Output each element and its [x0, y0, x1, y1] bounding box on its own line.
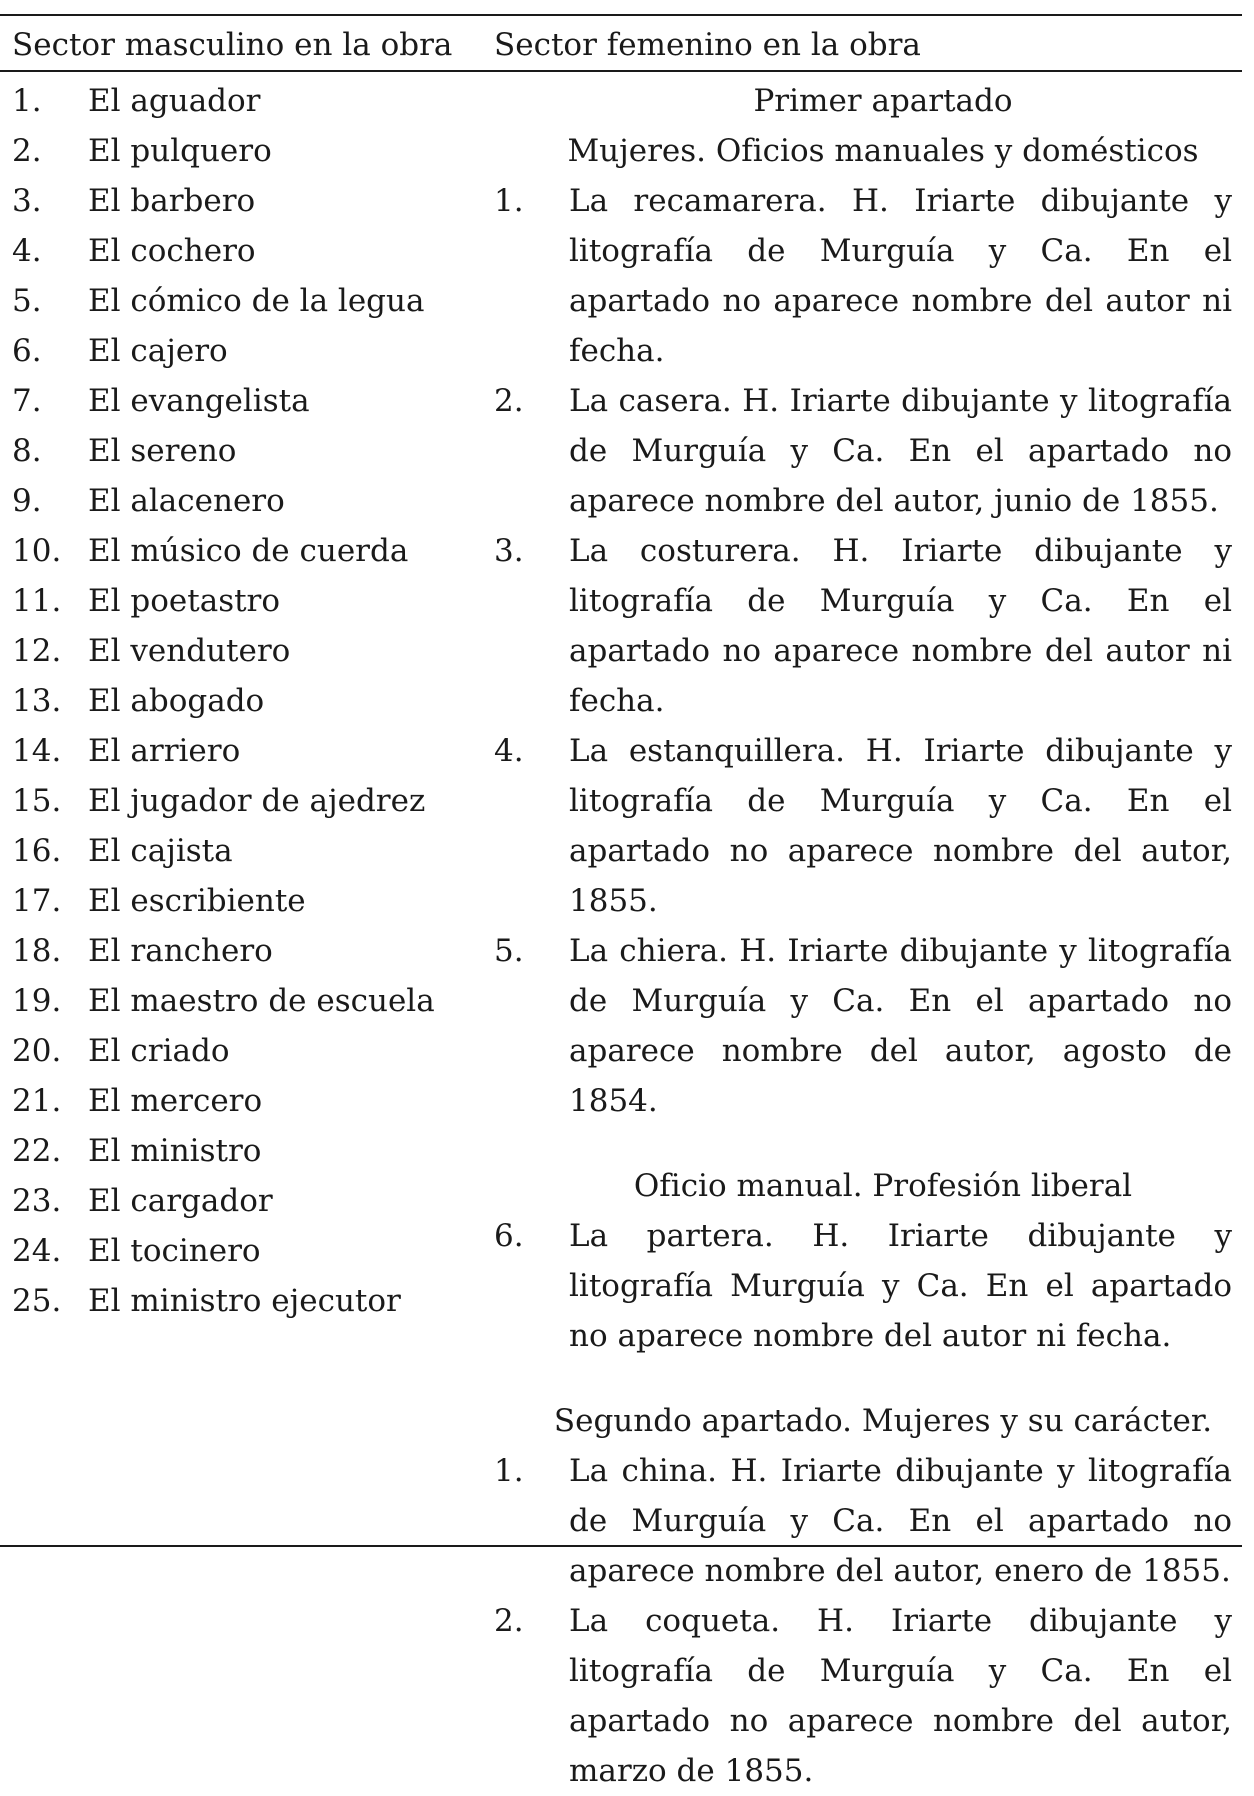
item-number: 17. [12, 883, 62, 919]
item-number: 20. [12, 1033, 62, 1069]
item-number: 5. [494, 933, 524, 969]
table-top-rule [0, 14, 1242, 16]
list-item [12, 276, 482, 326]
item-number: 3. [12, 183, 42, 219]
item-number: 24. [12, 1233, 62, 1269]
column-header-masculine: Sector masculino en la obra [12, 27, 453, 63]
item-number: 2. [494, 383, 524, 419]
item-label: El cómico de la legua [88, 283, 425, 319]
list-item [12, 1176, 482, 1226]
item-label: El alacenero [88, 483, 285, 519]
item-number: 23. [12, 1183, 62, 1219]
item-number: 10. [12, 533, 62, 569]
list-item [494, 176, 1232, 376]
item-number: 22. [12, 1133, 62, 1169]
item-label: El escribiente [88, 883, 306, 919]
item-text: La casera. H. Iriarte dibujante y litografía de Murguía y Ca. En el apartado no aparece nombre del autor, junio de 1855. [569, 383, 1232, 519]
item-number: 21. [12, 1083, 62, 1119]
section-title-primer-apartado: Primer apartado [753, 83, 1013, 119]
list-item [12, 1076, 482, 1126]
item-number: 11. [12, 583, 62, 619]
list-item [12, 426, 482, 476]
list-item [12, 776, 482, 826]
item-number: 18. [12, 933, 62, 969]
list-item [12, 326, 482, 376]
list-item [494, 376, 1232, 526]
item-number: 7. [12, 383, 42, 419]
list-item [12, 1126, 482, 1176]
section-subtitle-oficios: Mujeres. Oficios manuales y domésticos [567, 133, 1199, 169]
item-label: El poetastro [88, 583, 281, 619]
item-label: El ministro [88, 1133, 262, 1169]
list-item [12, 1226, 482, 1276]
item-number: 19. [12, 983, 62, 1019]
item-number: 9. [12, 483, 42, 519]
item-number: 25. [12, 1283, 62, 1319]
section-title-oficio-manual: Oficio manual. Profesión liberal [633, 1168, 1133, 1204]
item-number: 16. [12, 833, 62, 869]
list-item [494, 1596, 1232, 1796]
list-item [12, 676, 482, 726]
list-item [12, 1026, 482, 1076]
item-label: El cajista [88, 833, 233, 869]
list-item [12, 176, 482, 226]
list-item [12, 576, 482, 626]
item-label: El maestro de escuela [88, 983, 435, 1019]
masculine-list [12, 76, 482, 1326]
list-item [12, 476, 482, 526]
feminine-list [494, 76, 1232, 1796]
item-number: 1. [494, 1453, 524, 1489]
item-number: 12. [12, 633, 62, 669]
item-label: El aguador [88, 83, 261, 119]
item-number: 1. [12, 83, 42, 119]
item-number: 13. [12, 683, 62, 719]
item-label: El cochero [88, 233, 256, 269]
section-title-segundo-apartado: Segundo apartado. Mujeres y su carácter. [553, 1403, 1213, 1439]
list-item [12, 626, 482, 676]
list-item [12, 726, 482, 776]
item-label: El cajero [88, 333, 228, 369]
item-label: El pulquero [88, 133, 272, 169]
item-number: 15. [12, 783, 62, 819]
item-number: 8. [12, 433, 42, 469]
item-text: La china. H. Iriarte dibujante y litografía de Murguía y Ca. En el apartado no aparece nombre del autor, enero de 1855. [569, 1453, 1232, 1589]
item-label: El evangelista [88, 383, 310, 419]
item-number: 14. [12, 733, 62, 769]
item-label: El tocinero [88, 1233, 261, 1269]
table-header-rule [0, 70, 1242, 72]
item-text: La recamarera. H. Iriarte dibujante y litografía de Murguía y Ca. En el apartado no aparece nombre del autor ni fecha. [569, 183, 1232, 369]
item-number: 2. [494, 1603, 524, 1639]
list-item [12, 126, 482, 176]
item-number: 4. [494, 733, 524, 769]
list-item [494, 726, 1232, 926]
section-gap [494, 1126, 1232, 1161]
item-label: El barbero [88, 183, 256, 219]
list-item [12, 226, 482, 276]
item-label: El abogado [88, 683, 265, 719]
item-label: El criado [88, 1033, 230, 1069]
list-item [494, 926, 1232, 1126]
list-item [494, 1211, 1232, 1361]
item-text: La chiera. H. Iriarte dibujante y litografía de Murguía y Ca. En el apartado no aparece nombre del autor, agosto de 1854. [569, 933, 1232, 1119]
list-item [12, 926, 482, 976]
item-text: La coqueta. H. Iriarte dibujante y litografía de Murguía y Ca. En el apartado no aparece nombre del autor, marzo de 1855. [569, 1603, 1232, 1789]
table-bottom-rule [0, 1545, 1242, 1547]
list-item [12, 376, 482, 426]
item-number: 2. [12, 133, 42, 169]
list-item [12, 76, 482, 126]
item-text: La partera. H. Iriarte dibujante y litografía Murguía y Ca. En el apartado no aparece nombre del autor ni fecha. [569, 1218, 1232, 1354]
item-number: 4. [12, 233, 42, 269]
list-item [494, 1446, 1232, 1596]
item-label: El vendutero [88, 633, 291, 669]
item-number: 6. [494, 1218, 524, 1254]
item-label: El ministro ejecutor [88, 1283, 401, 1319]
item-text: La costurera. H. Iriarte dibujante y litografía de Murguía y Ca. En el apartado no aparece nombre del autor ni fecha. [569, 533, 1232, 719]
list-item [12, 826, 482, 876]
item-number: 5. [12, 283, 42, 319]
item-label: El arriero [88, 733, 241, 769]
item-label: El jugador de ajedrez [88, 783, 426, 819]
item-number: 6. [12, 333, 42, 369]
item-text: La estanquillera. H. Iriarte dibujante y litografía de Murguía y Ca. En el apartado no aparece nombre del autor, 1855. [569, 733, 1232, 919]
list-item [12, 526, 482, 576]
list-item [12, 976, 482, 1026]
item-label: El músico de cuerda [88, 533, 409, 569]
item-label: El cargador [88, 1183, 273, 1219]
list-item [494, 526, 1232, 726]
item-label: El sereno [88, 433, 237, 469]
list-item [12, 876, 482, 926]
item-label: El ranchero [88, 933, 273, 969]
item-label: El mercero [88, 1083, 263, 1119]
column-header-feminine: Sector femenino en la obra [494, 27, 921, 63]
item-number: 3. [494, 533, 524, 569]
section-gap [494, 1361, 1232, 1396]
list-item [12, 1276, 482, 1326]
item-number: 1. [494, 183, 524, 219]
